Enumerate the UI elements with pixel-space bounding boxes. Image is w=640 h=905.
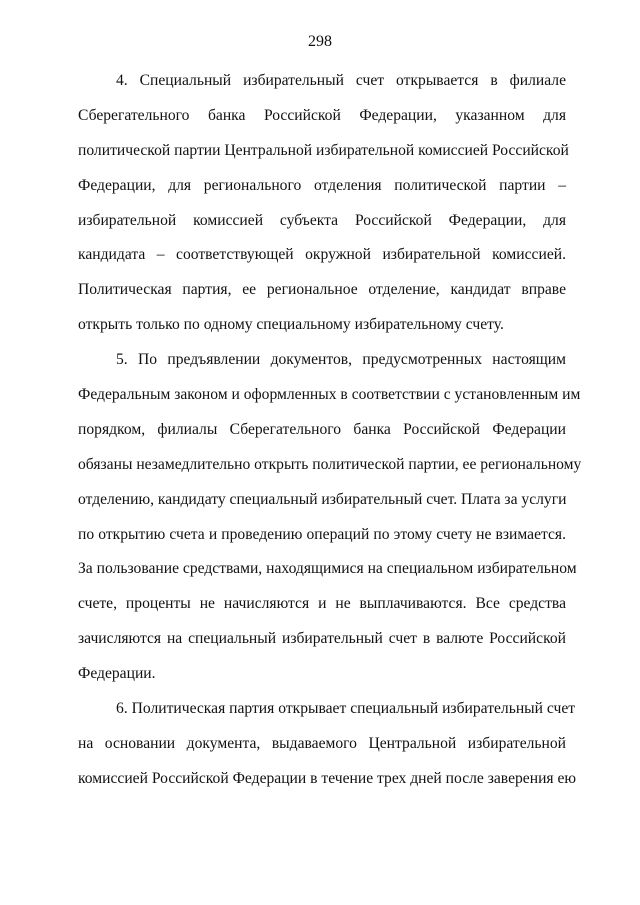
text-line: по открытию счета и проведению операций по этому счету не взимается. <box>78 525 566 543</box>
text-line: избирательной комиссией субъекта Российской Федерации, для <box>78 211 566 229</box>
text-line: Политическая партия, ее региональное отделение, кандидат вправе <box>78 281 566 299</box>
text-line: комиссией Российской Федерации в течение трех дней после заверения ею <box>78 769 577 787</box>
text-line: 5. По предъявлении документов, предусмотренных настоящим <box>116 351 566 369</box>
text-line: За пользование средствами, находящимися на специальном избирательном <box>78 560 577 578</box>
text-line: Федеральным законом и оформленных в соответствии с установленным им <box>78 386 581 404</box>
paragraph-4 <box>78 64 569 343</box>
text-line: 6. Политическая партия открывает специальный избирательный счет <box>116 700 576 718</box>
text-line: 4. Специальный избирательный счет открывается в филиале <box>116 72 566 89</box>
page-number: 298 <box>308 33 332 50</box>
text-line: обязаны незамедлительно открыть политической партии, ее региональному <box>78 455 582 473</box>
paragraph-5 <box>78 343 582 692</box>
text-line: политической партии Центральной избирательной комиссией Российской <box>78 141 569 159</box>
paragraph-6 <box>78 692 577 797</box>
text-line: отделению, кандидату специальный избирательный счет. Плата за услуги <box>78 490 567 508</box>
text-line: счете, проценты не начисляются и не выплачиваются. Все средства <box>78 595 566 613</box>
text-line: кандидата – соответствующей окружной избирательной комиссией. <box>78 246 566 264</box>
text-line: порядком, филиалы Сберегательного банка Российской Федерации <box>78 420 566 438</box>
text-line: зачисляются на специальный избирательный счет в валюте Российской <box>78 630 566 648</box>
text-line: Федерации, для регионального отделения политической партии – <box>78 176 566 194</box>
body-text <box>78 64 582 797</box>
text-line: Федерации. <box>78 665 156 683</box>
text-line: открыть только по одному специальному избирательному счету. <box>78 316 504 334</box>
text-line: на основании документа, выдаваемого Центральной избирательной <box>78 734 566 752</box>
text-line: Сберегательного банка Российской Федерации, указанном для <box>78 106 566 124</box>
